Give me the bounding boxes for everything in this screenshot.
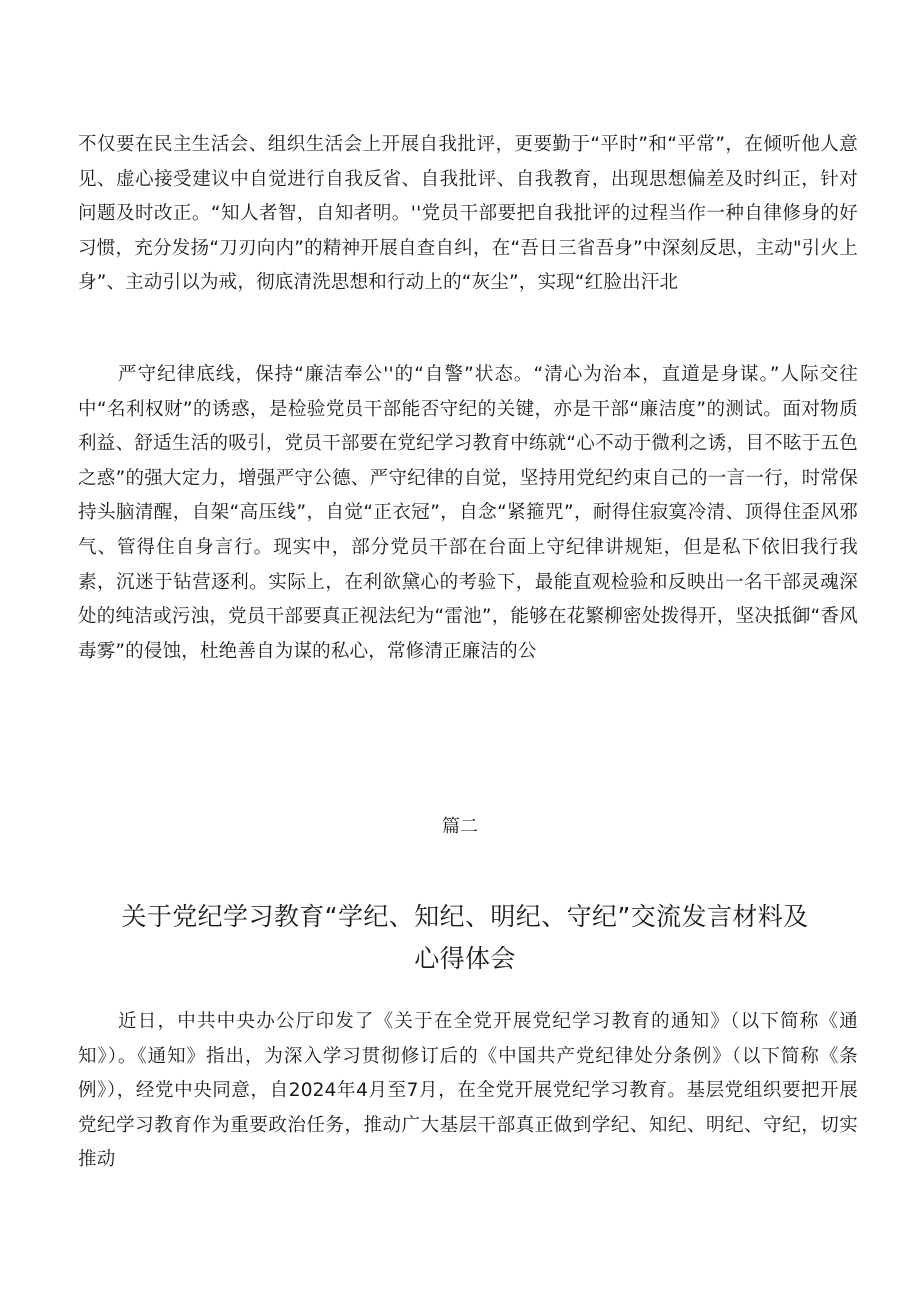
document-title: 关于党纪学习教育“学纪、知纪、明纪、守纪”交流发言材料及心得体会 <box>121 902 809 973</box>
body-paragraph-2: 严守纪律底线，保持“廉洁奉公''的“自警”状态。“清心为治本，直道是身谋。”人际交往中“名利权财”的诱惑，是检验党员干部能否守纪的关键，亦是干部“廉洁度”的测试。面对物质利益、舒适生活的吸引，党员干部要在党纪学习教育中练就“心不动于微利之诱，目不眩于五色之惑”的强大定力，增强严守公德、严守纪律的自觉，坚持用党纪约束自己的一言一行，时常保持头脑清醒，自架“高压线”，自觉“正衣冠”，自念“紧箍咒”，耐得住寂寞冷清、顶得住歪风邪气、管得住自身言行。现实中，部分党员干部在台面上守纪律讲规矩，但是私下依旧我行我素，沉迷于钻营逐利。实际上，在利欲黛心的考验下，最能直观检验和反映出一名干部灵魂深处的纯洁或污浊，党员干部要真正视法纪为“雷池”，能够在花繁柳密处拨得开，坚决抵御“香风毒雾”的侵蚀，杜绝善自为谋的私心，常修清正廉洁的公 <box>78 364 858 662</box>
section-label: 篇二 <box>442 816 478 837</box>
body-paragraph-3: 近日，中共中央办公厅印发了《关于在全党开展党纪学习教育的通知》（以下简称《通知》）。《通知》指出，为深入学习贯彻修订后的《中国共产党纪律处分条例》（以下简称《条例》），经党中央同意，自2024年4月至7月，在全党开展党纪学习教育。基层党组织要把开展党纪学习教育作为重要政治任务，推动广大基层干部真正做到学纪、知纪、明纪、守纪，切实推动 <box>78 1011 858 1171</box>
body-paragraph-1: 不仅要在民主生活会、组织生活会上开展自我批评，更要勤于“平时”和“平常”，在倾听他人意见、虚心接受建议中自觉进行自我反省、自我批评、自我教育，出现思想偏差及时纠正，针对问题及时改正。“知人者智，自知者明。''党员干部要把自我批评的过程当作一种自律修身的好习惯，充分发扬“刀刃向内”的精神开展自查自纠，在“吾日三省吾身”中深刻反思，主动"引火上身”、主动引以为戒，彻底清洗思想和行动上的“灰尘”，实现“红脸出汗北 <box>78 134 858 294</box>
